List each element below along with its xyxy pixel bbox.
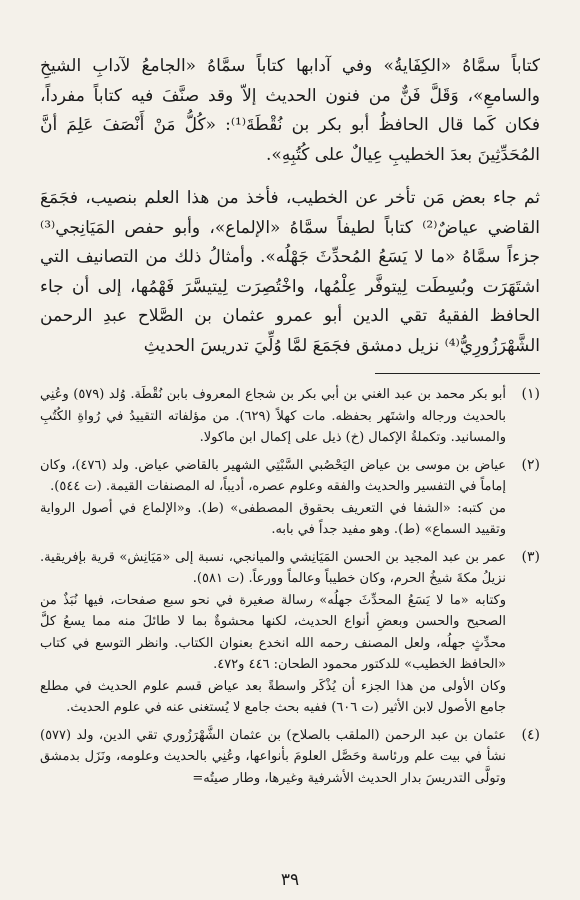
footnote-separator xyxy=(375,373,540,374)
footnote-text: عمر بن عبد المجيد بن الحسن المَيَانِشي والميانجي، نسبة إلى «مَيَانِش» قرية بإفريقية. نزيلُ مكةَ شيخُ الحرم، وكان خطيباً وعالماً وورعاً. (ت ٥٨١). xyxy=(40,549,506,586)
footnote-4 xyxy=(40,725,540,790)
footnote-3 xyxy=(40,547,540,719)
footnote-number: (٢) xyxy=(521,456,540,473)
footnote-text: من كتبه: «الشفا في التعريف بحقوق المصطفى» (ط). و«الإلماع في أصول الرواية وتقييد السماع» (ط). وهو مفيد جداً في بابه. xyxy=(40,500,506,537)
footnote-number: (٤) xyxy=(521,726,540,743)
page-number: ٣٩ xyxy=(280,870,300,890)
footnote-number: (١) xyxy=(521,386,540,402)
footnote-2 xyxy=(40,455,540,541)
footnote-body xyxy=(40,547,506,719)
main-paragraph-1: كتاباً سمَّاهُ «الكِفَايةُ» وفي آدابها كتاباً سمَّاهُ «الجامعُ لآدابِ الشيخِ والسامعِ»، وَقَلَّ فَنٌّ من فنون الحديث إلاّ وقد صنَّفَ فيه كتاباً مفرداً، فكان كَما قال الحافظُ أبو بكر بن نُقْطَةَ⁽¹⁾: «كُلُّ مَنْ أَنْصَفَ عَلِمَ أنَّ المُحَدِّثِينَ بعدَ الخطيبِ عِيالٌ على كُتُبِهِ». xyxy=(40,56,540,165)
footnote-text: وكتابه «ما لا يَسَعُ المحدِّثَ جهلُه» رسالة صغيرة في نحو سبع صفحات، فيها نُبَذٌ من الصحيح والحسن وبعضِ أنواع الحديث، لكنها محشوةٌ بما لا طائلَ منه مما يسعُ كلَّ محدِّثٍ جهلُه، ولعل المصنف رحمه الله انخدع بعنوان الكتاب. وانظر التوسع في كتاب «الحافظ الخطيب» للدكتور محمود الطحان: ٤٤٦ و٤٧٢. xyxy=(40,592,506,672)
footnotes xyxy=(40,384,540,789)
footnote-body xyxy=(40,455,506,541)
footnote-body xyxy=(40,725,506,790)
footnote-text: وكان الأولى من هذا الجزء أن يُذْكَر واسطةً بعد عياض قسم علوم الحديث في مطلع جامع الأصول لابن الأثير (ت ٦٠٦) ففيه بحث جامع لا يُستغنى عنه في علوم الحديث. xyxy=(40,678,506,715)
footnote-body xyxy=(40,384,506,449)
footnote-number: (٣) xyxy=(521,548,540,565)
footnote-text: عياض بن موسى بن عياض اليَحْصُبي السَّبْتِي الشهير بالقاضي عياض. ولد (٤٧٦)، وكان إماماً في التفسير والحديث والفقه وعلوم عصره، أديباً، له المصنفات القيمة. (ت ٥٤٤). xyxy=(40,457,506,494)
main-paragraph-2: ثم جاء بعض مَن تأخر عن الخطيب، فأخذ من هذا العلم بنصيب، فجَمَعَ القاضي عياضٌ⁽²⁾ كتاباً لطيفاً سمَّاهُ «الإلماع»، وأبو حفص المَيَانِجي⁽³⁾ جزءاً سمَّاهُ «ما لا يَسَعُ المُحدِّثَ جَهْلُه». وأمثالُ ذلك من التصانيف التي اشتَهَرَت وبُسِطَت لِيتوفَّر عِلْمُها، واخْتُصِرَت لِيتيسَّرَ فَهْمُها، إلى أن جاء الحافظ الفقيهُ تقي الدين أبو عمرو عثمان بن الصَّلاح عبدِ الرحمن الشَّهْرَزُورِيُّ⁽⁴⁾ نزيل دمشق فجَمَعَ لمَّا وُلِّيَ تدريسَ الحديثِ xyxy=(40,188,540,356)
footnote-1 xyxy=(40,384,540,449)
footnote-text: عثمان بن عبد الرحمن (الملقب بالصلاح) بن عثمان الشَّهْرَزُوري تقي الدين، ولد (٥٧٧) نشأ في بيت علم ورئاسة وحَصَّل العلومَ بأنواعها، وعُنِي بالحديث وعلومه، ونَزَل بدمشق وتولَّى التدريسَ بدار الحديث الأشرفية وغيرها، وطار صيتُه= xyxy=(40,727,506,786)
main-text xyxy=(40,52,540,361)
footnote-text: أبو بكر محمد بن عبد الغني بن أبي بكر بن شجاع المعروف بابن نُقْطَة. وُلد (٥٧٩) وعُنِي بالحديث ورجاله واشتَهر بحفظه. مات كهلاً (٦٢٩). من مؤلفاته التقييدُ في رُواةِ الكُتُبِ والمسانيد. وتكملةُ الإكمال (خ) ذيل على إكمال ابن ماكولا. xyxy=(40,387,506,445)
